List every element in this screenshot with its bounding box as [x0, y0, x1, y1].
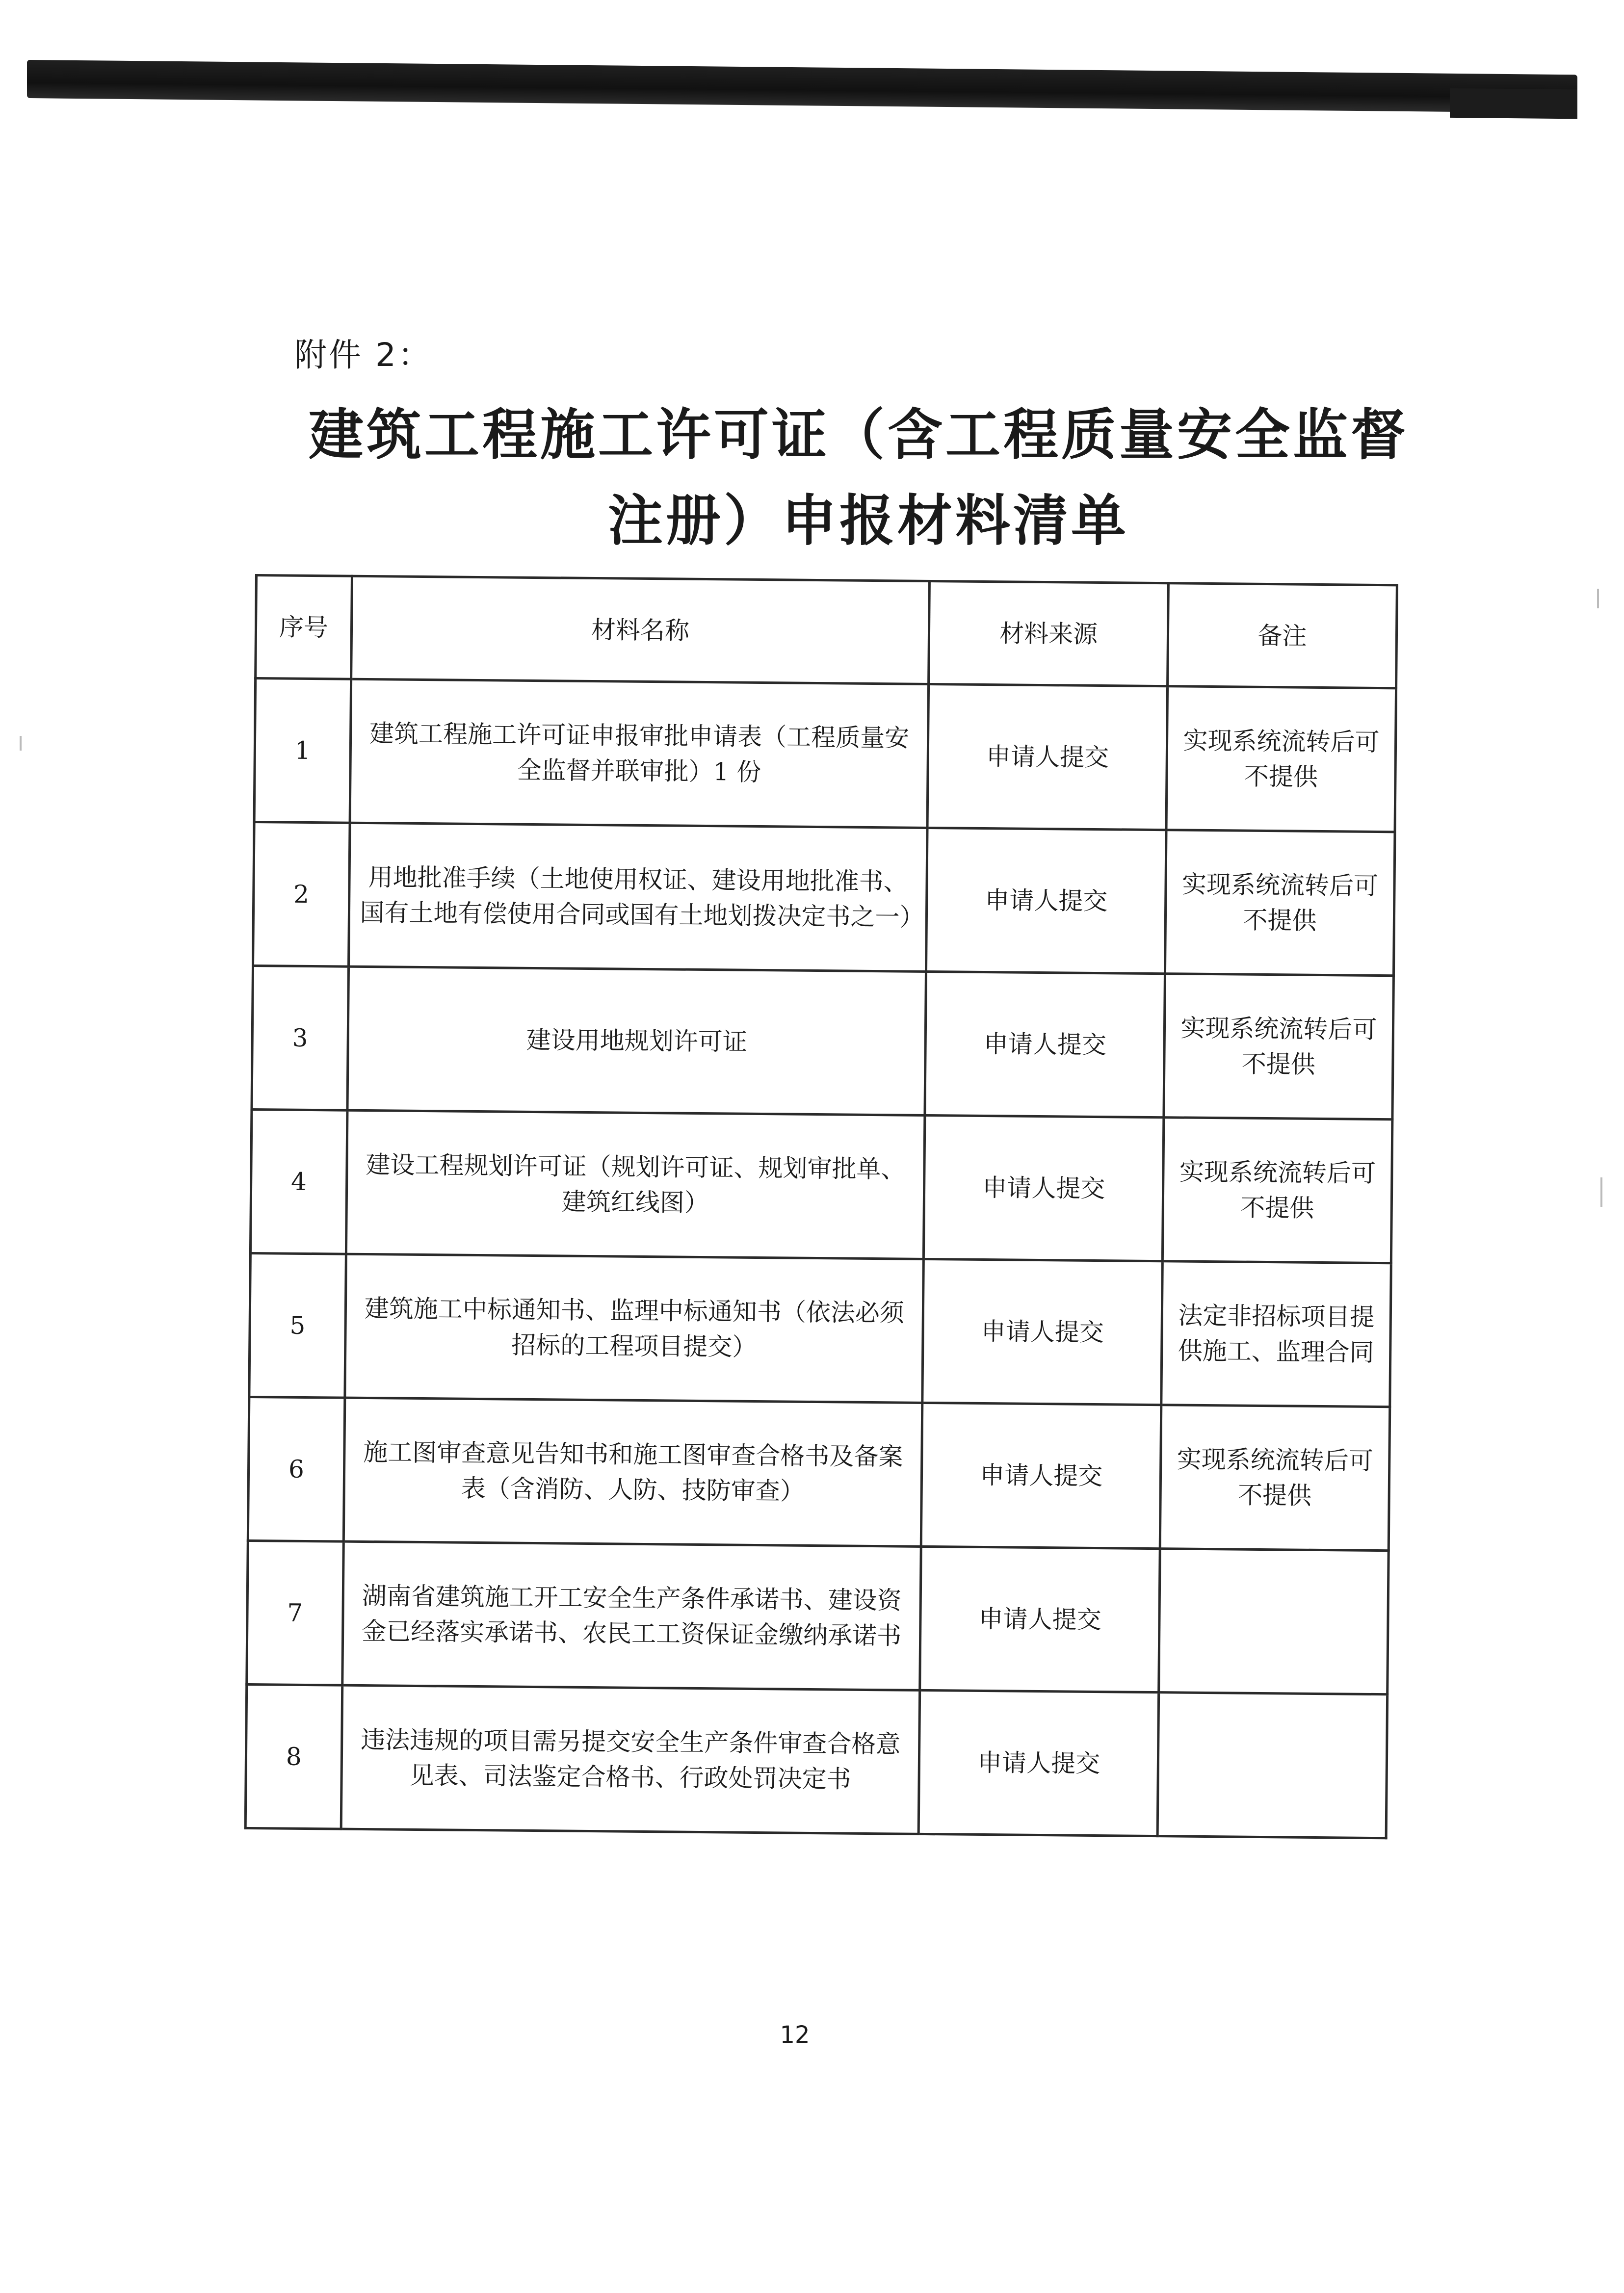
row-source: 申请人提交: [920, 1546, 1160, 1692]
row-no: 4: [250, 1109, 347, 1254]
title-line-2: 注册）申报材料清单: [608, 489, 1129, 553]
row-no: 8: [245, 1684, 342, 1829]
row-note: 实现系统流转后可不提供: [1160, 1405, 1390, 1551]
row-no: 6: [248, 1397, 344, 1541]
row-source: 申请人提交: [919, 1690, 1159, 1836]
header-no: 序号: [256, 575, 352, 679]
table-row: [250, 1109, 1392, 1263]
row-source: 申请人提交: [921, 1403, 1161, 1548]
row-note: 实现系统流转后可不提供: [1164, 974, 1394, 1120]
row-material-name: 建设用地规划许可证: [347, 966, 926, 1115]
row-source: 申请人提交: [924, 1115, 1164, 1261]
row-note: 实现系统流转后可不提供: [1162, 1118, 1392, 1263]
table-row: [249, 1253, 1391, 1407]
row-material-name: 湖南省建筑施工开工安全生产条件承诺书、建设资金已经落实承诺书、农民工工资保证金缴纳承诺书: [342, 1541, 921, 1690]
row-material-name: 用地批准手续（土地使用权证、建设用地批准书、国有土地有偿使用合同或国有土地划拨决定书之一）: [348, 823, 927, 971]
row-source: 申请人提交: [927, 684, 1167, 830]
row-source: 申请人提交: [922, 1259, 1162, 1405]
table-row: [253, 822, 1395, 976]
materials-table: [244, 574, 1398, 1839]
document-title: [265, 392, 1452, 564]
row-material-name: 建设工程规划许可证（规划许可证、规划审批单、建筑红线图）: [346, 1110, 925, 1259]
table-header-row: [256, 575, 1397, 688]
header-name: 材料名称: [351, 576, 930, 684]
row-material-name: 建筑施工中标通知书、监理中标通知书（依法必须招标的工程项目提交）: [344, 1254, 923, 1403]
row-material-name: 违法违规的项目需另提交安全生产条件审查合格意见表、司法鉴定合格书、行政处罚决定书: [341, 1685, 920, 1834]
row-no: 3: [252, 965, 348, 1110]
row-source: 申请人提交: [926, 828, 1166, 973]
title-line-1: 建筑工程施工许可证（含工程质量安全监督: [309, 403, 1409, 467]
page-number: 12: [780, 2021, 810, 2049]
table-row: [254, 678, 1396, 832]
row-material-name: 建筑工程施工许可证申报审批申请表（工程质量安全监督并联审批）1 份: [350, 679, 929, 828]
table-row: [247, 1540, 1388, 1694]
scan-speck: [1600, 1177, 1602, 1207]
row-source: 申请人提交: [925, 971, 1165, 1117]
scan-speck: [1597, 589, 1599, 608]
row-note: [1157, 1693, 1388, 1838]
attachment-label: 附件 2：: [294, 336, 432, 374]
row-material-name: 施工图审查意见告知书和施工图审查合格书及备案表（含消防、人防、技防审查）: [343, 1398, 922, 1546]
row-no: 7: [247, 1540, 343, 1685]
header-source: 材料来源: [929, 581, 1168, 686]
row-no: 2: [253, 822, 350, 967]
header-note: 备注: [1168, 583, 1397, 688]
row-note: 实现系统流转后可不提供: [1165, 830, 1395, 976]
table-row: [248, 1397, 1389, 1550]
table-row: [252, 965, 1393, 1119]
row-note: [1159, 1549, 1389, 1694]
row-note: 法定非招标项目提供施工、监理合同: [1161, 1261, 1391, 1407]
row-note: 实现系统流转后可不提供: [1166, 686, 1396, 832]
table-row: [245, 1684, 1387, 1838]
row-no: 5: [249, 1253, 346, 1398]
scan-speck: [20, 736, 22, 751]
scan-edge-shadow: [27, 60, 1577, 113]
row-no: 1: [254, 678, 351, 823]
